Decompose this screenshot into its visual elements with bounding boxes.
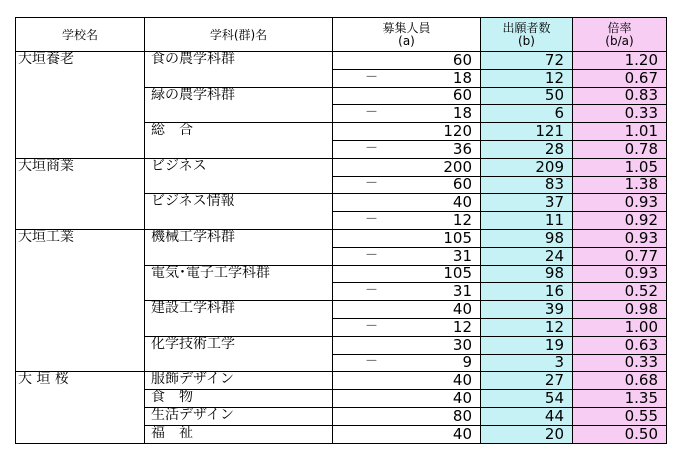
school-name-cell xyxy=(16,123,145,141)
table-row xyxy=(16,372,667,390)
header-dept: 学科(群)名 xyxy=(145,18,333,52)
dept-name-cell: 機械工学科群 xyxy=(145,229,333,247)
ratio-cell: 0.83 xyxy=(573,87,667,105)
header-applicants-sub: (b) xyxy=(518,34,535,48)
dept-name-cell: ビジネス情報 xyxy=(145,194,333,212)
school-name-cell xyxy=(16,69,145,87)
applicants-cell: 19 xyxy=(481,336,573,354)
ratio-cell: 1.35 xyxy=(573,390,667,408)
table-row xyxy=(16,247,667,265)
applicants-cell: 44 xyxy=(481,407,573,425)
ratio-cell: 1.38 xyxy=(573,176,667,194)
table-row xyxy=(16,105,667,123)
capacity-cell xyxy=(333,229,481,247)
applicants-cell: 20 xyxy=(481,425,573,443)
ratio-cell: 0.98 xyxy=(573,301,667,319)
sub-quota-mark: － xyxy=(365,247,379,263)
capacity-value: 31 xyxy=(452,247,472,265)
applicants-cell: 16 xyxy=(481,283,573,301)
capacity-cell xyxy=(333,407,481,425)
capacity-value: 200 xyxy=(443,158,472,176)
school-name-cell xyxy=(16,336,145,354)
capacity-value: 18 xyxy=(452,69,472,87)
capacity-value: 105 xyxy=(443,265,472,283)
school-name-cell xyxy=(16,140,145,158)
table-row xyxy=(16,318,667,336)
applicants-cell: 83 xyxy=(481,176,573,194)
dept-name-cell: 服飾デザイン xyxy=(145,372,333,390)
capacity-cell xyxy=(333,318,481,336)
table-row xyxy=(16,354,667,372)
capacity-cell xyxy=(333,158,481,176)
applicants-cell: 98 xyxy=(481,229,573,247)
school-name-cell xyxy=(16,301,145,319)
applicants-cell: 28 xyxy=(481,140,573,158)
school-name-cell xyxy=(16,194,145,212)
ratio-cell: 0.33 xyxy=(573,105,667,123)
capacity-value: 9 xyxy=(462,354,472,372)
capacity-value: 120 xyxy=(443,122,472,141)
school-name-cell: 大垣工業 xyxy=(16,229,145,247)
applicants-cell: 39 xyxy=(481,301,573,319)
dept-name-cell xyxy=(145,354,333,372)
capacity-cell xyxy=(333,105,481,123)
capacity-cell xyxy=(333,301,481,319)
capacity-value: 40 xyxy=(452,371,472,390)
school-name-cell xyxy=(16,87,145,105)
ratio-cell: 0.55 xyxy=(573,407,667,425)
capacity-value: 40 xyxy=(452,193,472,212)
capacity-value: 60 xyxy=(452,176,472,194)
header-capacity-sub: (a) xyxy=(398,34,415,48)
applicants-cell: 209 xyxy=(481,158,573,176)
table-row xyxy=(16,52,667,70)
table-row xyxy=(16,140,667,158)
capacity-value: 36 xyxy=(452,140,472,158)
header-ratio: 倍率 (b/a) xyxy=(573,18,667,52)
sub-quota-mark: － xyxy=(365,69,379,85)
dept-name-cell xyxy=(145,247,333,265)
capacity-cell xyxy=(333,247,481,265)
capacity-cell xyxy=(333,69,481,87)
dept-name-cell xyxy=(145,69,333,87)
ratio-cell: 0.93 xyxy=(573,194,667,212)
applicants-cell: 54 xyxy=(481,390,573,408)
table-row xyxy=(16,407,667,425)
table-row xyxy=(16,390,667,408)
capacity-cell xyxy=(333,176,481,194)
dept-name-cell: 建設工学科群 xyxy=(145,301,333,319)
ratio-cell: 0.50 xyxy=(573,425,667,443)
school-name-cell xyxy=(16,354,145,372)
applicants-cell: 12 xyxy=(481,318,573,336)
ratio-cell: 0.33 xyxy=(573,354,667,372)
sub-quota-mark: － xyxy=(365,176,379,192)
applicants-cell: 121 xyxy=(481,123,573,141)
capacity-cell xyxy=(333,87,481,105)
school-name-cell xyxy=(16,407,145,425)
ratio-cell: 0.92 xyxy=(573,212,667,230)
school-name-cell xyxy=(16,425,145,443)
applicants-cell: 27 xyxy=(481,372,573,390)
table-row xyxy=(16,301,667,319)
capacity-value: 60 xyxy=(452,51,472,69)
capacity-value: 30 xyxy=(452,336,472,354)
sub-quota-mark: － xyxy=(365,354,379,370)
header-ratio-sub: (b/a) xyxy=(605,34,634,48)
capacity-cell xyxy=(333,425,481,443)
school-name-cell xyxy=(16,176,145,194)
applicants-cell: 72 xyxy=(481,52,573,70)
sub-quota-mark: － xyxy=(365,140,379,156)
ratio-cell: 1.00 xyxy=(573,318,667,336)
table-row xyxy=(16,87,667,105)
dept-name-cell: 福 祉 xyxy=(145,425,333,443)
dept-name-cell: 総 合 xyxy=(145,123,333,141)
capacity-cell xyxy=(333,336,481,354)
capacity-cell xyxy=(333,265,481,283)
school-name-cell xyxy=(16,105,145,123)
table-row xyxy=(16,425,667,443)
applicants-cell: 11 xyxy=(481,212,573,230)
capacity-value: 18 xyxy=(452,104,472,123)
capacity-value: 12 xyxy=(452,211,472,230)
applicants-cell: 12 xyxy=(481,69,573,87)
capacity-value: 60 xyxy=(452,87,472,105)
dept-name-cell xyxy=(145,318,333,336)
sub-quota-mark: － xyxy=(365,212,379,228)
table-row xyxy=(16,265,667,283)
table-row xyxy=(16,212,667,230)
dept-name-cell xyxy=(145,176,333,194)
capacity-cell xyxy=(333,212,481,230)
capacity-cell xyxy=(333,52,481,70)
school-name-cell xyxy=(16,212,145,230)
applicants-cell: 37 xyxy=(481,194,573,212)
dept-name-cell: 生活デザイン xyxy=(145,407,333,425)
dept-name-cell: ビジネス xyxy=(145,158,333,176)
ratio-cell: 0.67 xyxy=(573,69,667,87)
ratio-cell: 0.93 xyxy=(573,265,667,283)
school-name-cell xyxy=(16,247,145,265)
capacity-value: 40 xyxy=(452,389,472,408)
dept-name-cell xyxy=(145,140,333,158)
header-row xyxy=(16,18,667,52)
school-name-cell xyxy=(16,283,145,301)
capacity-cell xyxy=(333,354,481,372)
ratio-cell: 0.52 xyxy=(573,283,667,301)
capacity-value: 80 xyxy=(452,407,472,425)
capacity-value: 40 xyxy=(452,425,472,443)
school-name-cell xyxy=(16,390,145,408)
applicants-cell: 24 xyxy=(481,247,573,265)
table-row xyxy=(16,158,667,176)
school-name-cell xyxy=(16,318,145,336)
ratio-cell: 0.77 xyxy=(573,247,667,265)
applicants-cell: 50 xyxy=(481,87,573,105)
dept-name-cell: 食の農学科群 xyxy=(145,52,333,70)
header-school: 学校名 xyxy=(16,18,145,52)
school-name-cell: 大 垣 桜 xyxy=(16,372,145,390)
ratio-cell: 0.68 xyxy=(573,372,667,390)
ratio-cell: 0.78 xyxy=(573,140,667,158)
capacity-cell xyxy=(333,123,481,141)
ratio-cell: 1.20 xyxy=(573,52,667,70)
ratio-cell: 0.93 xyxy=(573,229,667,247)
capacity-value: 12 xyxy=(452,318,472,336)
table-row xyxy=(16,123,667,141)
sub-quota-mark: － xyxy=(365,105,379,121)
dept-name-cell xyxy=(145,105,333,123)
school-name-cell: 大垣養老 xyxy=(16,52,145,70)
capacity-cell xyxy=(333,390,481,408)
sub-quota-mark: － xyxy=(365,318,379,334)
dept-name-cell xyxy=(145,283,333,301)
applicants-cell: 98 xyxy=(481,265,573,283)
table-row xyxy=(16,194,667,212)
school-name-cell: 大垣商業 xyxy=(16,158,145,176)
dept-name-cell: 緑の農学科群 xyxy=(145,87,333,105)
capacity-value: 31 xyxy=(452,282,472,301)
ratio-cell: 0.63 xyxy=(573,336,667,354)
ratio-cell: 1.05 xyxy=(573,158,667,176)
table-row xyxy=(16,283,667,301)
dept-name-cell xyxy=(145,212,333,230)
table-row xyxy=(16,229,667,247)
applicants-cell: 6 xyxy=(481,105,573,123)
capacity-cell xyxy=(333,194,481,212)
ratio-cell: 1.01 xyxy=(573,123,667,141)
table-row xyxy=(16,176,667,194)
table-row xyxy=(16,69,667,87)
dept-name-cell: 化学技術工学 xyxy=(145,336,333,354)
admission-table xyxy=(15,17,667,444)
capacity-value: 40 xyxy=(452,300,472,319)
sub-quota-mark: － xyxy=(365,283,379,299)
table-row xyxy=(16,336,667,354)
capacity-cell xyxy=(333,372,481,390)
school-name-cell xyxy=(16,265,145,283)
table-body xyxy=(16,52,667,444)
capacity-cell xyxy=(333,140,481,158)
applicants-cell: 3 xyxy=(481,354,573,372)
dept-name-cell: 電気･電子工学科群 xyxy=(145,265,333,283)
capacity-cell xyxy=(333,283,481,301)
capacity-value: 105 xyxy=(443,229,472,247)
header-applicants: 出願者数 (b) xyxy=(481,18,573,52)
header-capacity: 募集人員 (a) xyxy=(333,18,481,52)
dept-name-cell: 食 物 xyxy=(145,390,333,408)
